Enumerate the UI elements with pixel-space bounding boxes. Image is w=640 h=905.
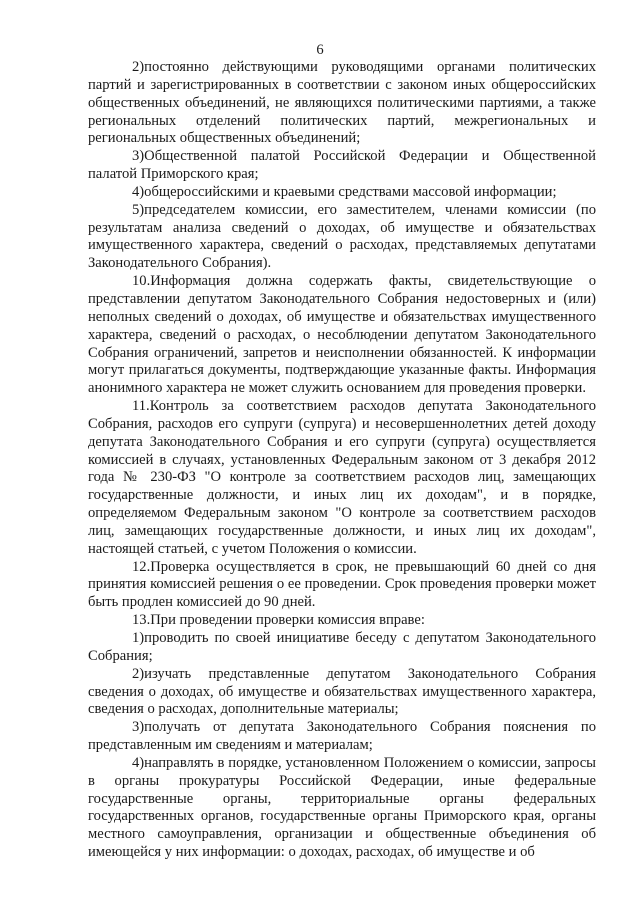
paragraph-item-4: 4)общероссийскими и краевыми средствами массовой информации; <box>132 183 557 200</box>
paragraph-section-12: 12.Проверка осуществляется в срок, не превышающий 60 дней со дня принятия комиссией решения о ее проведении. Срок проведения проверки может быть продлен комиссией до 90 дней. <box>88 558 596 611</box>
paragraph-item-1: 1)проводить по своей инициативе беседу с депутатом Законодательного Собрания; <box>88 630 596 664</box>
paragraph-section-10: 10.Информация должна содержать факты, свидетельствующие о представлении депутатом Законодательного Собрания недостоверных и (или) неполных сведений о доходах, об имуществе и обязательствах имущественного характера, сведений о расходах, о несоблюдении депутатом Законодательного Собрания ограничений, запретов и неисполнении обязанностей. К информации могут прилагаться документы, подтверждающие указанные факты. Информация анонимного характера не может служить основанием для проведения проверки. <box>88 273 596 397</box>
paragraph-item-2: 2)постоянно действующими руководящими органами политических партий и зарегистрированных в соответствии с законом иных общероссийских общественных объединений, не являющихся политическими партиями, а также региональных отделений политических партий, межрегиональных и региональных общественных объединений; <box>88 59 596 147</box>
paragraph-item-3: 3)Общественной палатой Российской Федерации и Общественной палатой Приморского края; <box>88 148 596 183</box>
document-body <box>88 59 596 862</box>
paragraph-section-11: 11.Контроль за соответствием расходов депутата Законодательного Собрания, расходов его супруги (супруга) и несовершеннолетних детей доходу депутата Законодательного Собрания и его супруги (супруга) осуществляется комиссией в случаях, установленных Федеральным законом от 3 декабря 2012 года № 230-ФЗ "О контроле за соответствием расходов лиц, замещающих государственные должности, и иных лиц их доходам", и в порядке, определяемом Федеральным законом "О контроле за соответствием расходов лиц, замещающих государственные должности, и иных лиц их доходам", настоящей статьей, с учетом Положения о комиссии. <box>88 398 596 557</box>
paragraph-item-3-explanations: 3)получать от депутата Законодательного Собрания пояснения по представленным им сведениям и материалам; <box>88 719 596 754</box>
paragraph-item-2-study: 2)изучать представленные депутатом Законодательного Собрания сведения о доходах, об имуществе и обязательствах имущественного характера, сведения о расходах, дополнительные материалы; <box>88 665 596 718</box>
page-number: 6 <box>316 42 324 58</box>
paragraph-item-4-requests: 4)направлять в порядке, установленном Положением о комиссии, запросы в органы прокуратуры Российской Федерации, иные федеральные государственные органы, территориальные органы федеральных государственных органов, государственные органы Приморского края, органы местного самоуправления, организации и общественные объединения об имеющейся у них информации: о доходах, расходах, об имуществе и об <box>88 754 596 861</box>
paragraph-section-13: 13.При проведении проверки комиссия вправе: <box>132 612 425 629</box>
paragraph-item-5: 5)председателем комиссии, его заместителем, членами комиссии (по результатам анализа сведений о доходах, об имуществе и обязательствах имущественного характера, сведений о расходах, представляемых депутатами Законодательного Собрания). <box>88 201 596 272</box>
